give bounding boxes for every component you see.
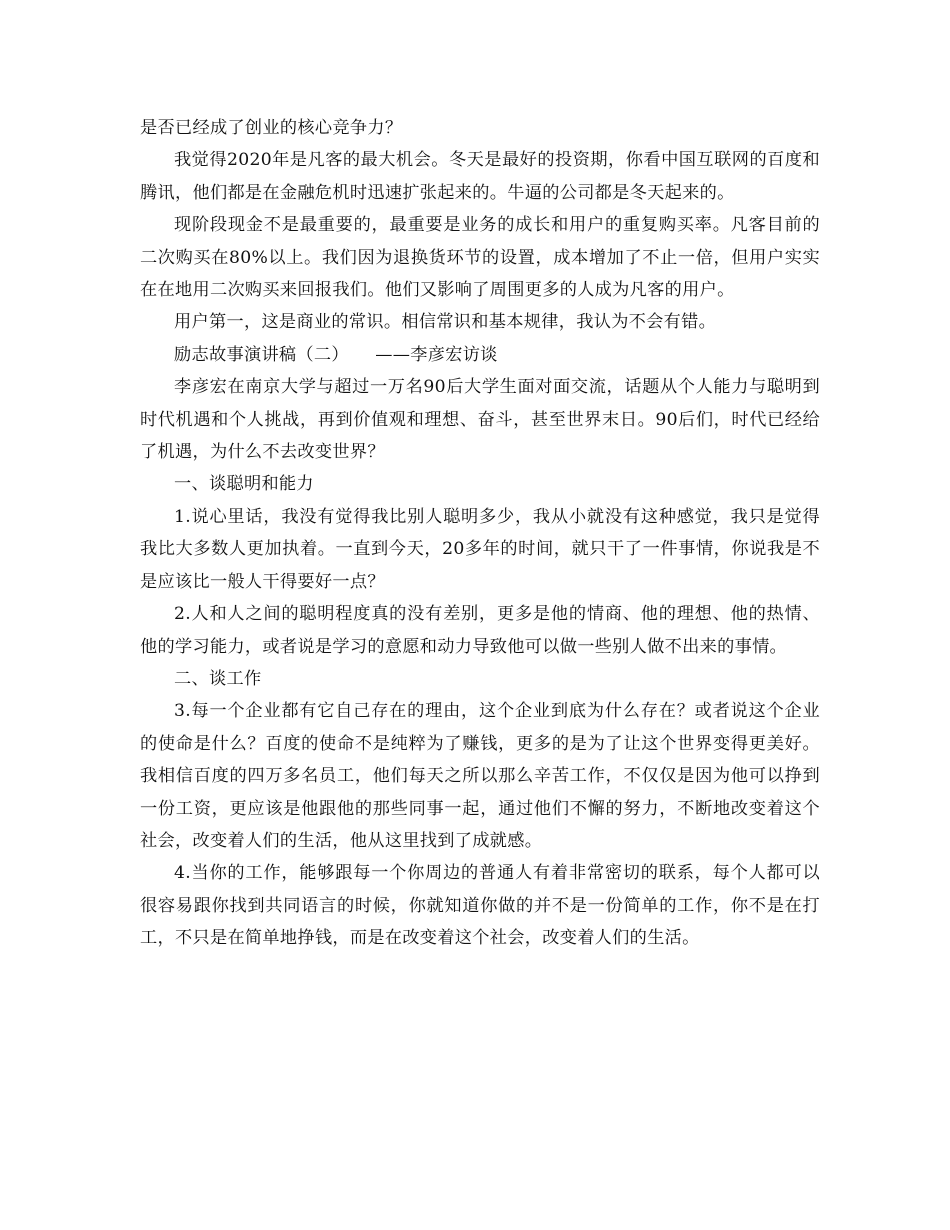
paragraph-2: 我觉得2020年是凡客的最大机会。冬天是最好的投资期，你看中国互联网的百度和腾讯，他们都是在金融危机时迅速扩张起来的。牛逼的公司都是冬天起来的。 <box>140 150 820 203</box>
paragraph-4: 用户第一，这是商业的常识。相信常识和基本规律，我认为不会有错。 <box>174 312 717 333</box>
section-heading-2: 二、谈工作 <box>174 668 262 689</box>
list-item-2: 2.人和人之间的聪明程度真的没有差别，更多是他的情商、他的理想、他的热情、他的学习能力，或者说是学习的意愿和动力导致他可以做一些别人做不出来的事情。 <box>140 604 820 657</box>
paragraph-intro: 李彦宏在南京大学与超过一万名90后大学生面对面交流，话题从个人能力与聪明到时代机遇和个人挑战，再到价值观和理想、奋斗，甚至世界末日。90后们，时代已经给了机遇，为什么不去改变世界？ <box>140 377 820 463</box>
list-item-1: 1.说心里话，我没有觉得我比别人聪明多少，我从小就没有这种感觉，我只是觉得我比大多数人更加执着。一直到今天，20多年的时间，就只干了一件事情，你说我是不是应该比一般人干得要好一点？ <box>140 506 820 592</box>
document-page <box>140 112 820 955</box>
paragraph-3: 现阶段现金不是最重要的，最重要是业务的成长和用户的重复购买率。凡客目前的二次购买在80%以上。我们因为退换货环节的设置，成本增加了不止一倍，但用户实实在在地用二次购买来回报我们。他们又影响了周围更多的人成为凡客的用户。 <box>140 215 820 301</box>
list-item-3: 3.每一个企业都有它自己存在的理由，这个企业到底为什么存在？或者说这个企业的使命是什么？百度的使命不是纯粹为了赚钱，更多的是为了让这个世界变得更美好。我相信百度的四万多名员工，他们每天之所以那么辛苦工作，不仅仅是因为他可以挣到一份工资，更应该是他跟他的那些同事一起，通过他们不懈的努力，不断地改变着这个社会，改变着人们的生活，他从这里找到了成就感。 <box>140 701 820 851</box>
section-heading-1: 一、谈聪明和能力 <box>174 474 314 495</box>
list-item-4: 4.当你的工作，能够跟每一个你周边的普通人有着非常密切的联系，每个人都可以很容易跟你找到共同语言的时候，你就知道你做的并不是一份简单的工作，你不是在打工，不只是在简单地挣钱，而是在改变着这个社会，改变着人们的生活。 <box>140 863 820 949</box>
section-title: 励志故事演讲稿（二） ——李彦宏访谈 <box>174 344 498 365</box>
paragraph-1: 是否已经成了创业的核心竞争力？ <box>140 118 403 138</box>
